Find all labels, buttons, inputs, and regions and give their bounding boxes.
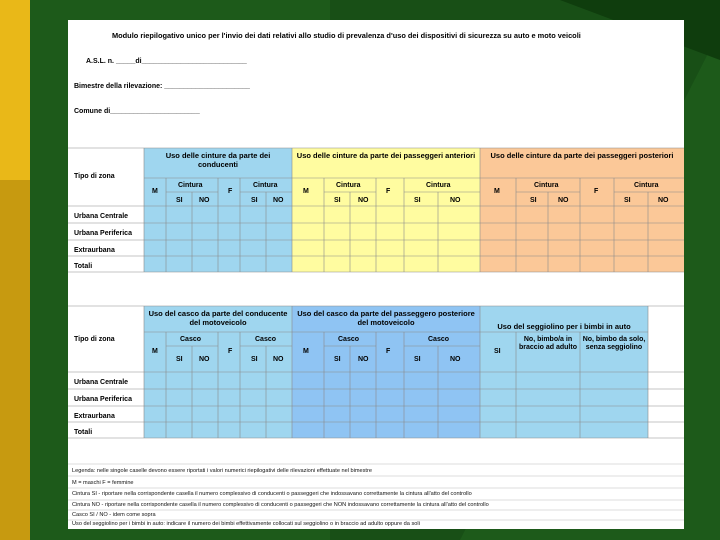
casco-label: Casco bbox=[338, 336, 360, 343]
legend-grid bbox=[68, 20, 684, 529]
legend-line: Cintura NO - riportare nella corrispondente casella il numero complessivo di conducenti o passeggeri che NON indossavano correttamente la cintura all'atto del controllo bbox=[72, 502, 489, 508]
si-label: SI bbox=[334, 197, 341, 204]
gold-stripe-top bbox=[0, 0, 30, 180]
no-label: NO bbox=[450, 356, 461, 363]
row-label: Extraurbana bbox=[74, 247, 115, 254]
m-label: M bbox=[152, 188, 158, 195]
form-sheet bbox=[68, 20, 684, 529]
group-header-casco-passeggero: Uso del casco da parte del passeggero posteriore del motoveicolo bbox=[297, 309, 475, 327]
cintura-label: Cintura bbox=[426, 182, 451, 189]
legend-line: Cintura SI - riportare nella corrispondente casella il numero complessivo di conducenti o passeggeri che indossavano correttamente la cintura all'atto del controllo bbox=[72, 491, 472, 497]
si-label: SI bbox=[251, 356, 258, 363]
legend-line: M = maschi F = femmine bbox=[72, 480, 134, 486]
legend-line: Uso del seggiolino per i bimbi in auto: indicare il numero dei bimbi effettivamente collocati sul seggiolino o in braccio ad adulto oppure da soli bbox=[72, 521, 420, 527]
f-label: F bbox=[594, 188, 599, 195]
tipo-zona-label: Tipo di zona bbox=[74, 173, 115, 180]
f-label: F bbox=[386, 188, 391, 195]
group-header-posteriori: Uso delle cinture da parte dei passeggeri posteriori bbox=[490, 151, 674, 160]
si-label: SI bbox=[334, 356, 341, 363]
row-label: Totali bbox=[74, 263, 93, 270]
f-label: F bbox=[228, 188, 233, 195]
group-header-anteriori: Uso delle cinture da parte dei passeggeri anteriori bbox=[296, 151, 476, 160]
no-label: NO bbox=[558, 197, 569, 204]
cintura-label: Cintura bbox=[178, 182, 203, 189]
f-label: F bbox=[228, 348, 233, 355]
bimestre-label: Bimestre della rilevazione: ______________________ bbox=[74, 83, 250, 90]
form-title: Modulo riepilogativo unico per l'invio dei dati relativi allo studio di prevalenza d'uso dei dispositivi di sicurezza su auto e moto veicoli bbox=[112, 31, 581, 40]
f-label: F bbox=[386, 348, 391, 355]
m-label: M bbox=[303, 188, 309, 195]
cintura-label: Cintura bbox=[336, 182, 361, 189]
m-label: M bbox=[303, 348, 309, 355]
asl-label: A.S.L. n. _____di___________________________ bbox=[86, 58, 247, 65]
si-label: SI bbox=[176, 197, 183, 204]
no-label: NO bbox=[450, 197, 461, 204]
si-label: SI bbox=[176, 356, 183, 363]
group-header-conducenti: Uso delle cinture da parte dei conducenti bbox=[165, 151, 271, 169]
no-label: NO bbox=[358, 356, 369, 363]
no-label: NO bbox=[273, 197, 284, 204]
si-label: SI bbox=[624, 197, 631, 204]
row-label: Urbana Centrale bbox=[74, 379, 129, 386]
m-label: M bbox=[152, 348, 158, 355]
row-label: Urbana Centrale bbox=[74, 213, 129, 220]
m-label: M bbox=[494, 188, 500, 195]
casco-label: Casco bbox=[428, 336, 450, 343]
no-label: NO bbox=[273, 356, 284, 363]
cintura-label: Cintura bbox=[534, 182, 559, 189]
si-label: SI bbox=[251, 197, 258, 204]
cintura-label: Cintura bbox=[253, 182, 278, 189]
group-header-seggiolino: Uso del seggiolino per i bimbi in auto bbox=[497, 322, 631, 331]
cintura-label: Cintura bbox=[634, 182, 659, 189]
tipo-zona-label: Tipo di zona bbox=[74, 336, 115, 343]
si-label: SI bbox=[414, 356, 421, 363]
legend-line: Casco SI / NO - idem come sopra bbox=[72, 512, 156, 518]
legend-line: Legenda: nelle singole caselle devono essere riportati i valori numerici riepilogativi delle rilevazioni effettuate nel bimestre bbox=[72, 468, 372, 474]
row-label: Totali bbox=[74, 429, 93, 436]
row-label: Urbana Periferica bbox=[74, 396, 132, 403]
row-label: Urbana Periferica bbox=[74, 230, 132, 237]
group-header-casco-conducente: Uso del casco da parte del conducente del motoveicolo bbox=[148, 309, 288, 327]
no-label: NO bbox=[199, 197, 210, 204]
casco-label: Casco bbox=[180, 336, 202, 343]
si-label: SI bbox=[530, 197, 537, 204]
gold-stripe-bottom bbox=[0, 180, 30, 540]
bimbo-da-solo-label: No, bimbo da solo, senza seggiolino bbox=[582, 336, 646, 352]
no-label: NO bbox=[658, 197, 669, 204]
si-label: SI bbox=[494, 348, 501, 355]
si-label: SI bbox=[414, 197, 421, 204]
no-label: NO bbox=[199, 356, 210, 363]
comune-label: Comune di_______________________ bbox=[74, 108, 200, 115]
row-label: Extraurbana bbox=[74, 413, 115, 420]
no-label: NO bbox=[358, 197, 369, 204]
casco-label: Casco bbox=[255, 336, 277, 343]
bimbo-in-braccio-label: No, bimbo/a in braccio ad adulto bbox=[519, 336, 577, 352]
